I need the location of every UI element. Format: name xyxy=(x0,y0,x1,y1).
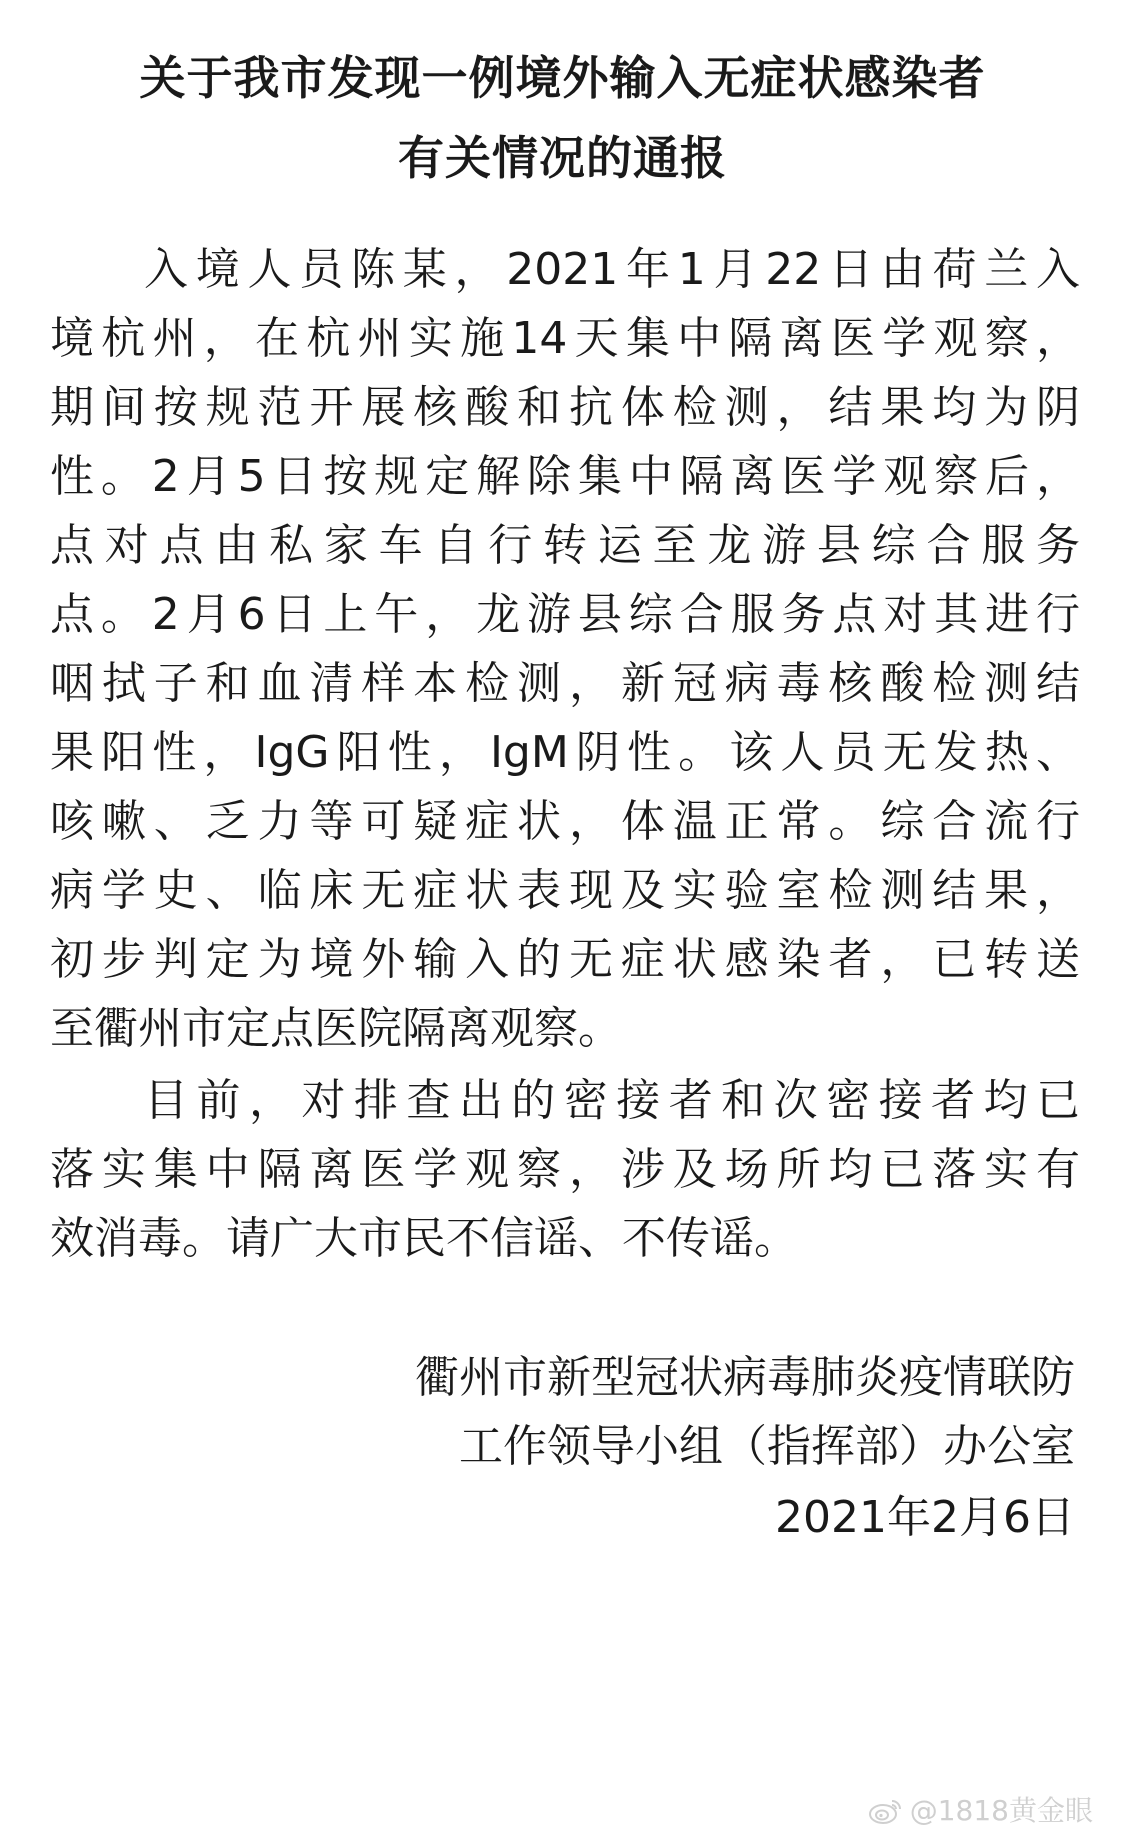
weibo-icon xyxy=(868,1797,904,1825)
paragraph-2-line-1: 目前，对排查出的密接者和次密接者均已 xyxy=(144,1075,1080,1126)
paragraph-1-line-5: 点对点由私家车自行转运至龙游县综合服务 xyxy=(50,520,1080,571)
document-title-line-1: 关于我市发现一例境外输入无症状感染者 xyxy=(139,51,986,105)
signature-organization-line-1: 衢州市新型冠状病毒肺炎疫情联防 xyxy=(415,1352,1075,1403)
paragraph-1-line-4: 性。2月5日按规定解除集中隔离医学观察后， xyxy=(50,451,1080,502)
weibo-watermark xyxy=(868,1794,1093,1828)
paragraph-1-line-9: 咳嗽、乏力等可疑症状，体温正常。综合流行 xyxy=(50,796,1080,847)
signature-organization-line-2: 工作领导小组（指挥部）办公室 xyxy=(459,1421,1075,1472)
paragraph-1-line-11: 初步判定为境外输入的无症状感染者，已转送 xyxy=(50,934,1080,985)
paragraph-2-line-3: 效消毒。请广大市民不信谣、不传谣。 xyxy=(50,1213,798,1264)
paragraph-1-line-2: 境杭州，在杭州实施14天集中隔离医学观察， xyxy=(50,313,1080,364)
paragraph-1-line-1: 入境人员陈某，2021年1月22日由荷兰入 xyxy=(144,244,1080,295)
paragraph-1-line-12: 至衢州市定点医院隔离观察。 xyxy=(50,1003,622,1054)
watermark-text: @1818黄金眼 xyxy=(909,1794,1093,1827)
document-title-line-2: 有关情况的通报 xyxy=(398,131,727,185)
signature-date: 2021年2月6日 xyxy=(775,1492,1075,1543)
paragraph-1-line-7: 咽拭子和血清样本检测，新冠病毒核酸检测结 xyxy=(50,658,1080,709)
paragraph-1-line-10: 病学史、临床无症状表现及实验室检测结果， xyxy=(50,865,1080,916)
paragraph-2-line-2: 落实集中隔离医学观察，涉及场所均已落实有 xyxy=(50,1144,1080,1195)
paragraph-1-line-6: 点。2月6日上午，龙游县综合服务点对其进行 xyxy=(50,589,1080,640)
paragraph-1-line-3: 期间按规范开展核酸和抗体检测，结果均为阴 xyxy=(50,382,1080,433)
paragraph-1-line-8: 果阳性，IgG阳性，IgM阴性。该人员无发热、 xyxy=(50,727,1080,778)
